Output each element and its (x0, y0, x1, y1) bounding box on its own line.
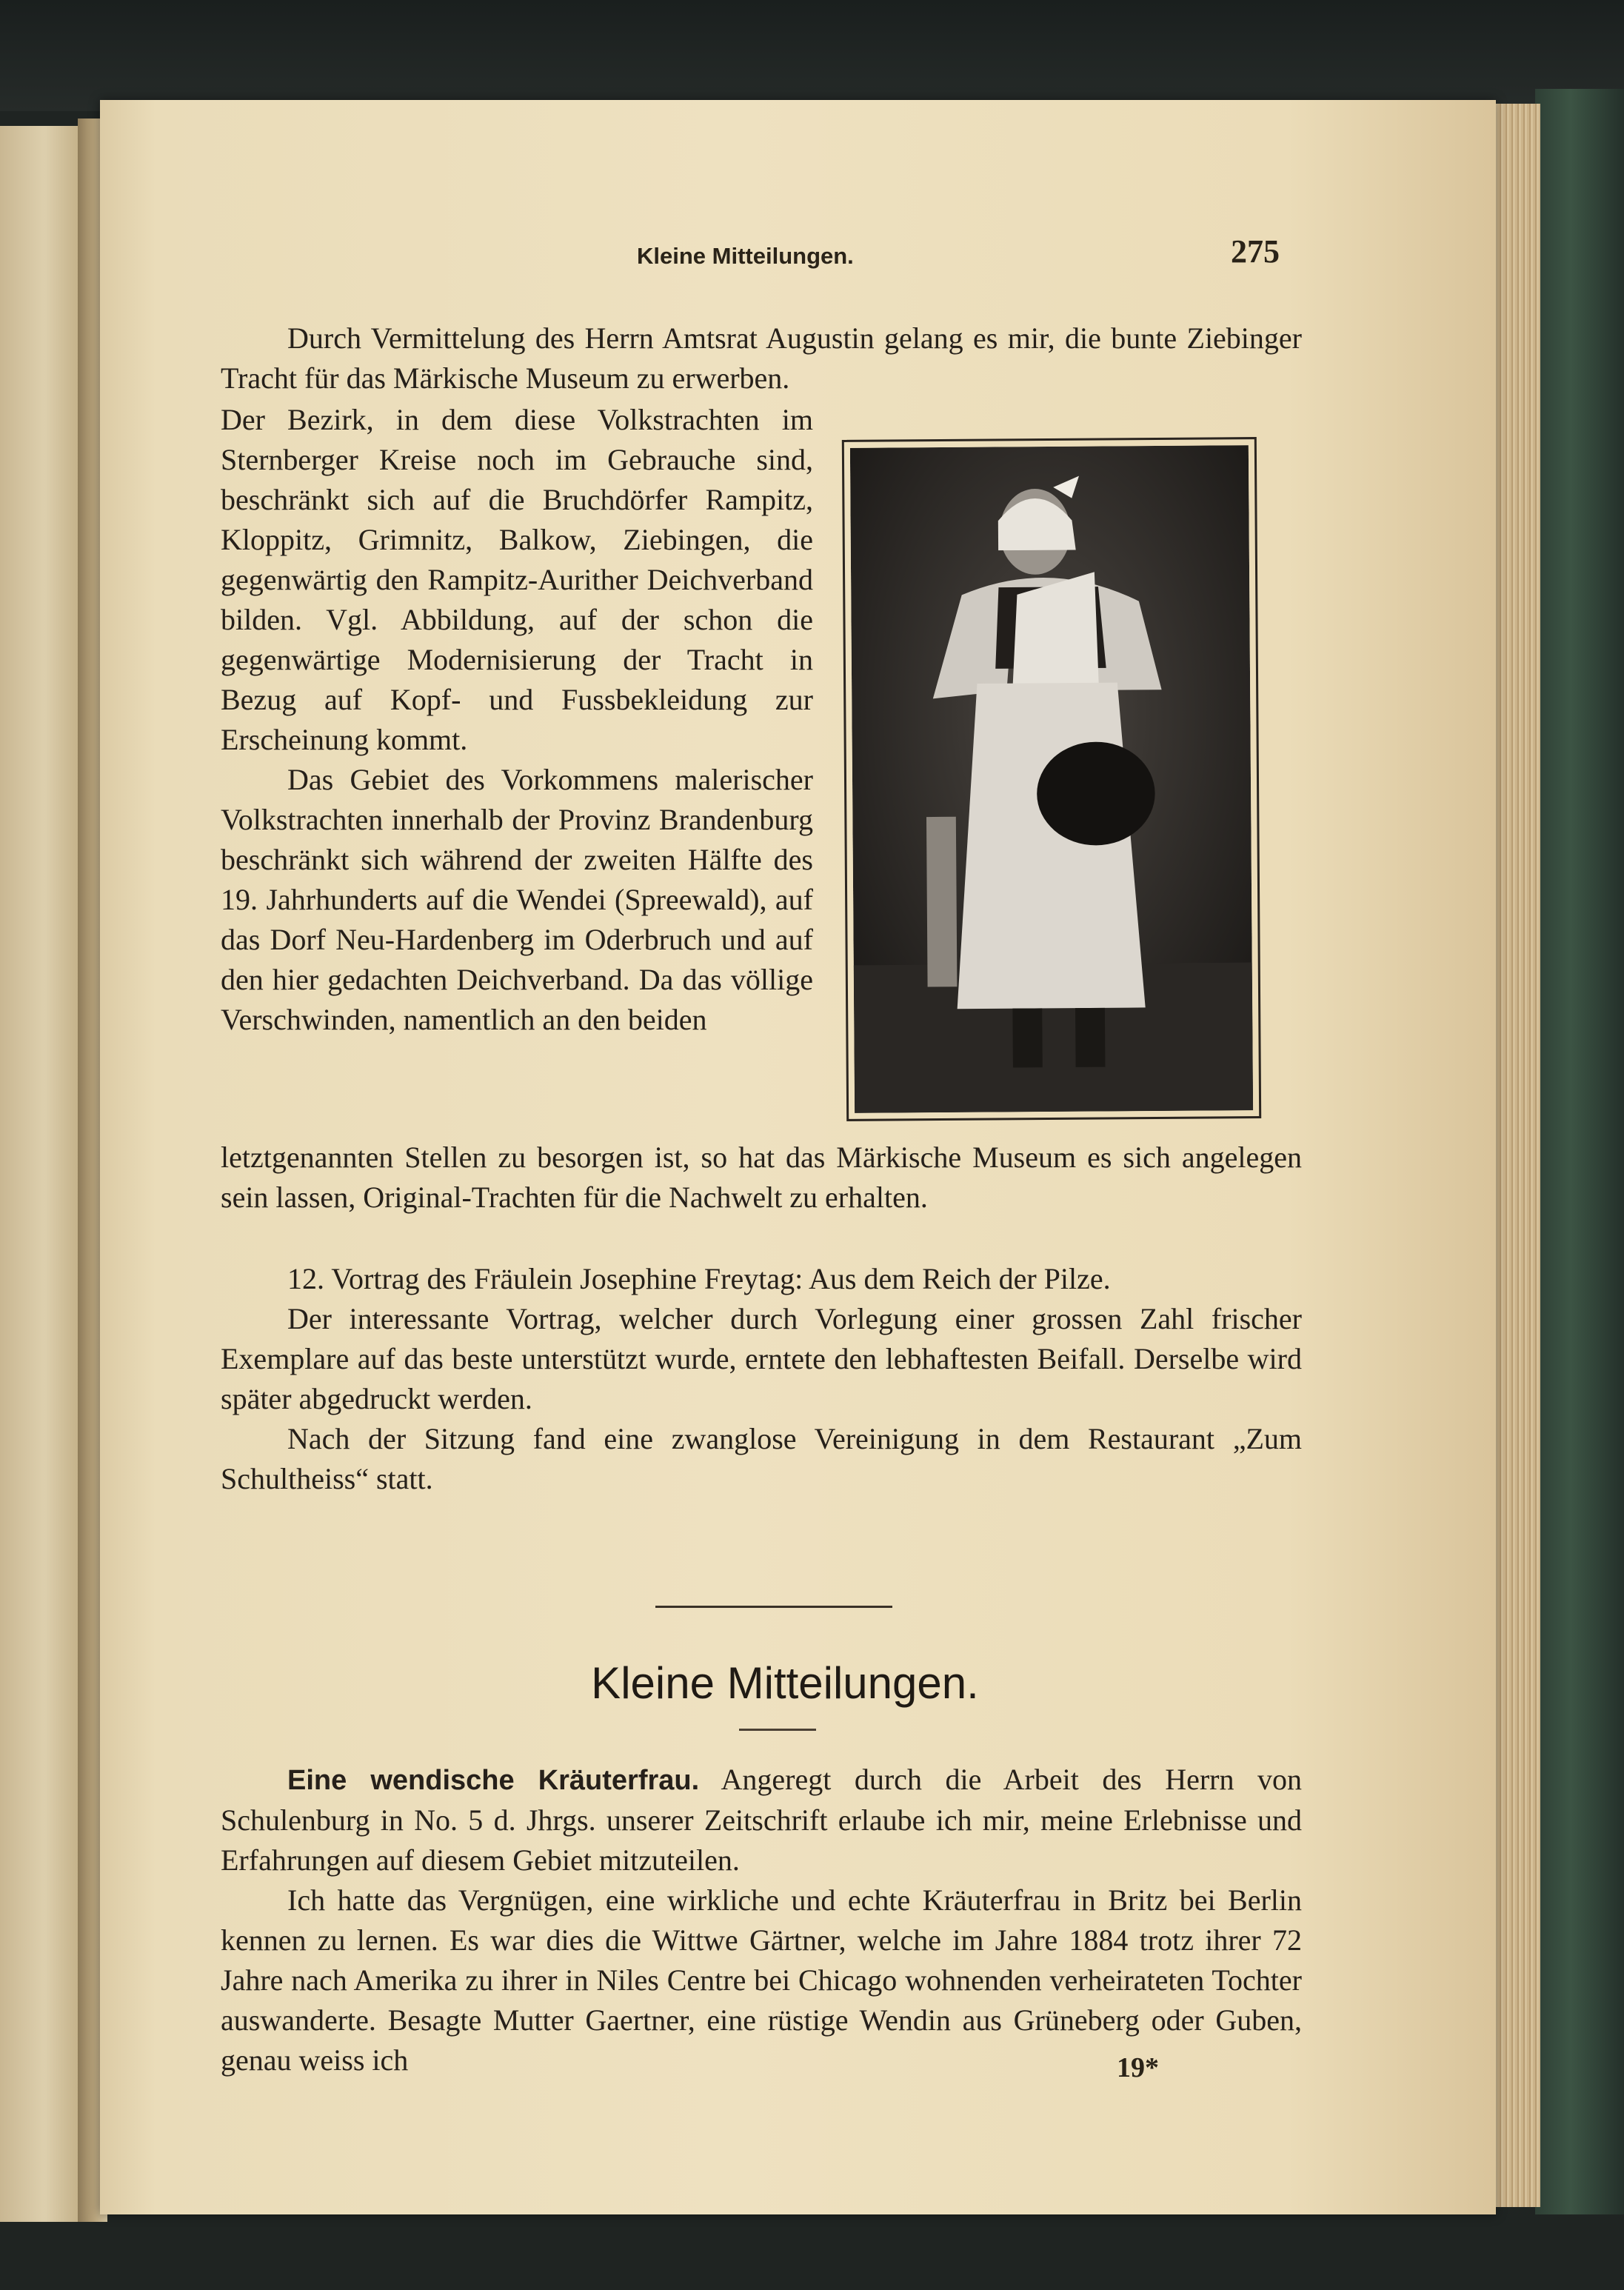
kraeuterfrau-article (221, 1760, 1302, 2080)
lecture-heading: 12. Vortrag des Fräulein Josephine Freytag: Aus dem Reich der Pilze. (287, 1262, 1111, 1295)
page-number: 275 (1231, 233, 1280, 270)
lecture-block (221, 1259, 1302, 1499)
article-subhead: Eine wendische Kräuterfrau. (287, 1765, 700, 1796)
article-text-1: Angeregt durch die Arbeit des Herrn von Schulenburg in No. 5 d. Jhrgs. unserer Zeitschrift erlaube ich mir, meine Erlebnisse und Erfahrungen auf diesem Gebiet mitzuteilen. (221, 1763, 1302, 1877)
intro-text-2: Der Bezirk, in dem diese Volkstrachten im Sternberger Kreise noch im Gebrauche sind, beschränkt sich auf die Bruchdörfer Rampitz, Kloppitz, Grimnitz, Balkow, Ziebingen, die gegenwärtig den Rampitz-Aurither Deichverband bilden. Vgl. Abbildung, auf der schon die gegenwärtige Modernisierung der Tracht in Bezug auf Kopf- und Fussbekleidung zur Erscheinung kommt. (221, 403, 813, 756)
costume-photo (842, 437, 1261, 1121)
intro-left-column (221, 400, 813, 1040)
article-text-2: Ich hatte das Vergnügen, eine wirkliche und echte Kräuterfrau in Britz bei Berlin kennen zu lernen. Es war dies die Wittwe Gärtner, welche im Jahre 1884 trotz ihrer 72 Jahre nach Amerika zu ihrer in Niles Centre bei Chicago wohnenden verheirateten Tochter auswanderte. Besagte Mutter Gaertner, eine rüstige Wendin aus Grüneberg oder Guben, genau weiss ich (221, 1883, 1302, 2077)
intro-text-3b: letztgenannten Stellen zu besorgen ist, so hat das Märkische Museum es sich angelegen sein lassen, Original-Trachten für die Nachwelt zu erhalten. (221, 1141, 1302, 1214)
intro-text-3a: Das Gebiet des Vorkommens malerischer Volkstrachten innerhalb der Provinz Brandenburg beschränkt sich während der zweiten Hälfte des 19. Jahrhunderts auf die Wendei (Spreewald), auf das Dorf Neu-Hardenberg im Oderbruch und auf den hier gedachten Deichverband. Da das völlige Verschwinden, namentlich an den beiden (221, 763, 813, 1036)
intro-paragraph-3-continued (221, 1138, 1302, 1218)
section-title: Kleine Mitteilungen. (591, 1658, 979, 1708)
intro-paragraph-1 (221, 318, 1302, 398)
costume-photo-image (850, 445, 1253, 1113)
intro-text-1: Durch Vermittelung des Herrn Amtsrat Augustin gelang es mir, die bunte Ziebinger Tracht für das Märkische Museum zu erwerben. (221, 321, 1302, 395)
section-divider (655, 1606, 892, 1608)
lecture-text-1: Der interessante Vortrag, welcher durch Vorlegung einer grossen Zahl frischer Exemplare auf das beste unterstützt wurde, erntete den lebhaftesten Beifall. Derselbe wird später abgedruckt werden. (221, 1302, 1302, 1415)
book-cover-edge (1535, 89, 1624, 2214)
signature-mark: 19* (1117, 2052, 1159, 2083)
left-page-edge (0, 126, 89, 2222)
article-paragraph-1 (221, 1760, 1302, 1880)
title-rule (739, 1729, 816, 1731)
book-cover-top (0, 0, 1624, 111)
running-head: Kleine Mitteilungen. (637, 243, 854, 269)
lecture-text-2: Nach der Sitzung fand eine zwanglose Vereinigung in dem Restaurant „Zum Schultheiss“ statt. (221, 1422, 1302, 1495)
